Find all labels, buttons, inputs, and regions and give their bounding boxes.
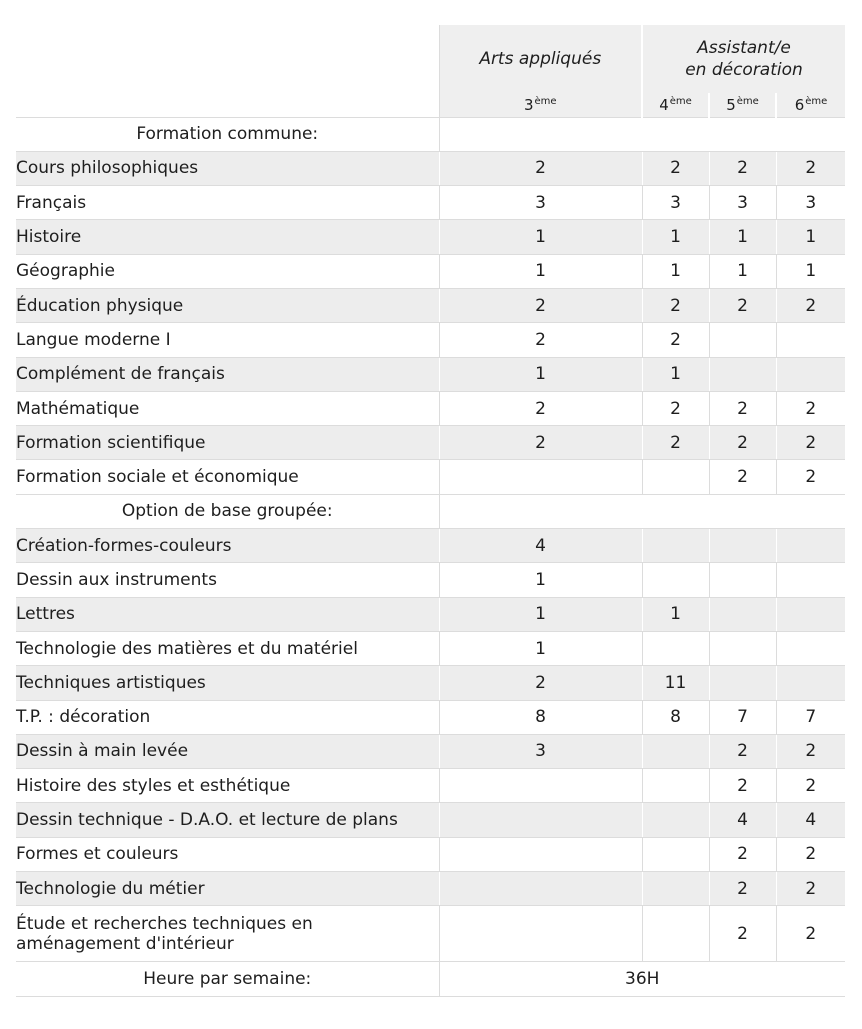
hours-cell-y3: 1	[439, 357, 642, 391]
hours-cell-y4: 3	[642, 186, 709, 220]
hours-cell-y4	[642, 769, 709, 803]
table-row	[16, 288, 845, 322]
table-row	[16, 597, 845, 631]
subject-cell: Formation scientifique	[16, 426, 439, 460]
hours-cell-y6	[776, 323, 845, 357]
table-row	[16, 872, 845, 906]
hours-cell-y3	[439, 460, 642, 494]
section-header-row	[16, 494, 845, 528]
hours-cell-y5: 2	[709, 872, 776, 906]
table-row	[16, 357, 845, 391]
hours-cell-y6: 2	[776, 906, 845, 962]
hours-cell-y4: 2	[642, 391, 709, 425]
section-empty-cell	[439, 117, 845, 151]
hours-cell-y4: 2	[642, 426, 709, 460]
hours-cell-y5: 2	[709, 426, 776, 460]
table-row	[16, 186, 845, 220]
hours-cell-y5	[709, 631, 776, 665]
hours-cell-y3: 8	[439, 700, 642, 734]
hours-cell-y5	[709, 597, 776, 631]
column-group-assistant-decoration	[642, 25, 845, 93]
hours-cell-y6: 4	[776, 803, 845, 837]
hours-cell-y4: 2	[642, 288, 709, 322]
hours-cell-y3: 1	[439, 597, 642, 631]
timetable	[16, 25, 845, 997]
year-6: 6ème	[776, 93, 845, 117]
hours-cell-y4: 8	[642, 700, 709, 734]
subject-cell: Techniques artistiques	[16, 666, 439, 700]
subject-cell: Éducation physique	[16, 288, 439, 322]
subject-cell: Étude et recherches techniques en aménagement d'intérieur	[16, 906, 439, 962]
hours-cell-y6	[776, 666, 845, 700]
hours-cell-y4: 2	[642, 323, 709, 357]
hours-cell-y3: 2	[439, 666, 642, 700]
hours-cell-y3: 1	[439, 254, 642, 288]
table-row	[16, 323, 845, 357]
header-blank-cell	[16, 25, 439, 93]
hours-cell-y6	[776, 563, 845, 597]
subject-cell: T.P. : décoration	[16, 700, 439, 734]
subject-cell: Mathématique	[16, 391, 439, 425]
hours-cell-y4: 1	[642, 220, 709, 254]
subject-cell: Complément de français	[16, 357, 439, 391]
hours-cell-y5: 2	[709, 288, 776, 322]
subject-cell: Français	[16, 186, 439, 220]
subject-cell: Cours philosophiques	[16, 151, 439, 185]
hours-cell-y6	[776, 631, 845, 665]
hours-cell-y6: 2	[776, 288, 845, 322]
year-3: 3ème	[439, 93, 642, 117]
hours-cell-y5: 2	[709, 151, 776, 185]
subject-cell: Géographie	[16, 254, 439, 288]
year-blank-cell	[16, 93, 439, 117]
total-label: Heure par semaine:	[16, 962, 439, 997]
table-row	[16, 700, 845, 734]
table-row	[16, 426, 845, 460]
hours-cell-y5: 2	[709, 769, 776, 803]
hours-cell-y6: 1	[776, 220, 845, 254]
hours-cell-y5: 4	[709, 803, 776, 837]
subject-cell: Histoire	[16, 220, 439, 254]
hours-cell-y3	[439, 872, 642, 906]
column-group-arts-appliques: Arts appliqués	[439, 25, 642, 93]
year-5: 5ème	[709, 93, 776, 117]
hours-cell-y4	[642, 906, 709, 962]
hours-cell-y5	[709, 323, 776, 357]
table-row	[16, 391, 845, 425]
hours-cell-y6: 2	[776, 769, 845, 803]
hours-cell-y4	[642, 872, 709, 906]
hours-cell-y4	[642, 631, 709, 665]
hours-cell-y6: 2	[776, 391, 845, 425]
hours-cell-y3: 3	[439, 186, 642, 220]
hours-cell-y4	[642, 460, 709, 494]
hours-cell-y4: 11	[642, 666, 709, 700]
hours-cell-y5: 2	[709, 391, 776, 425]
hours-cell-y6: 2	[776, 426, 845, 460]
section-title: Option de base groupée:	[16, 494, 439, 528]
hours-cell-y6: 7	[776, 700, 845, 734]
subject-cell: Dessin technique - D.A.O. et lecture de plans	[16, 803, 439, 837]
hours-cell-y5: 2	[709, 460, 776, 494]
hours-cell-y6: 3	[776, 186, 845, 220]
hours-cell-y5: 2	[709, 906, 776, 962]
hours-cell-y4	[642, 837, 709, 871]
hours-cell-y3: 2	[439, 391, 642, 425]
hours-cell-y3	[439, 906, 642, 962]
hours-cell-y5: 3	[709, 186, 776, 220]
hours-cell-y4	[642, 803, 709, 837]
hours-cell-y3	[439, 769, 642, 803]
hours-cell-y5	[709, 666, 776, 700]
table-row	[16, 460, 845, 494]
subject-cell: Lettres	[16, 597, 439, 631]
hours-cell-y6: 2	[776, 151, 845, 185]
table-row	[16, 563, 845, 597]
section-title: Formation commune:	[16, 117, 439, 151]
hours-cell-y4: 1	[642, 357, 709, 391]
subject-cell: Dessin aux instruments	[16, 563, 439, 597]
hours-cell-y3	[439, 837, 642, 871]
hours-cell-y3: 3	[439, 734, 642, 768]
table-row	[16, 906, 845, 962]
hours-cell-y5: 2	[709, 734, 776, 768]
section-header-row	[16, 117, 845, 151]
hours-cell-y6: 2	[776, 872, 845, 906]
hours-cell-y4	[642, 529, 709, 563]
hours-cell-y3: 1	[439, 563, 642, 597]
timetable-body	[16, 117, 845, 962]
table-row	[16, 769, 845, 803]
hours-cell-y5	[709, 529, 776, 563]
hours-cell-y5: 1	[709, 220, 776, 254]
table-row	[16, 837, 845, 871]
hours-cell-y6: 1	[776, 254, 845, 288]
total-value: 36H	[439, 962, 845, 997]
hours-cell-y3: 1	[439, 631, 642, 665]
table-row	[16, 254, 845, 288]
hours-cell-y5: 1	[709, 254, 776, 288]
hours-cell-y4: 1	[642, 254, 709, 288]
table-row	[16, 734, 845, 768]
table-row	[16, 631, 845, 665]
subject-cell: Formation sociale et économique	[16, 460, 439, 494]
hours-cell-y6	[776, 529, 845, 563]
hours-cell-y5: 7	[709, 700, 776, 734]
hours-cell-y6: 2	[776, 837, 845, 871]
subject-cell: Langue moderne I	[16, 323, 439, 357]
table-row	[16, 529, 845, 563]
hours-cell-y3: 2	[439, 323, 642, 357]
subject-cell: Technologie des matières et du matériel	[16, 631, 439, 665]
hours-cell-y5	[709, 563, 776, 597]
hours-cell-y6: 2	[776, 460, 845, 494]
hours-cell-y3: 4	[439, 529, 642, 563]
hours-cell-y4	[642, 734, 709, 768]
year-4: 4ème	[642, 93, 709, 117]
column-group-line-2: en décoration	[685, 60, 803, 80]
hours-cell-y4	[642, 563, 709, 597]
hours-cell-y6	[776, 357, 845, 391]
hours-cell-y5: 2	[709, 837, 776, 871]
column-group-line-1: Assistant/e	[697, 38, 791, 58]
hours-cell-y6	[776, 597, 845, 631]
hours-cell-y3	[439, 803, 642, 837]
hours-cell-y4: 2	[642, 151, 709, 185]
subject-cell: Formes et couleurs	[16, 837, 439, 871]
hours-cell-y4: 1	[642, 597, 709, 631]
section-empty-cell	[439, 494, 845, 528]
subject-cell: Technologie du métier	[16, 872, 439, 906]
table-row	[16, 220, 845, 254]
hours-cell-y3: 2	[439, 288, 642, 322]
table-row	[16, 803, 845, 837]
hours-cell-y3: 2	[439, 426, 642, 460]
hours-cell-y3: 1	[439, 220, 642, 254]
hours-cell-y3: 2	[439, 151, 642, 185]
total-row	[16, 962, 845, 997]
table-row	[16, 666, 845, 700]
table-row	[16, 151, 845, 185]
subject-cell: Histoire des styles et esthétique	[16, 769, 439, 803]
hours-cell-y5	[709, 357, 776, 391]
subject-cell: Création-formes-couleurs	[16, 529, 439, 563]
hours-cell-y6: 2	[776, 734, 845, 768]
subject-cell: Dessin à main levée	[16, 734, 439, 768]
